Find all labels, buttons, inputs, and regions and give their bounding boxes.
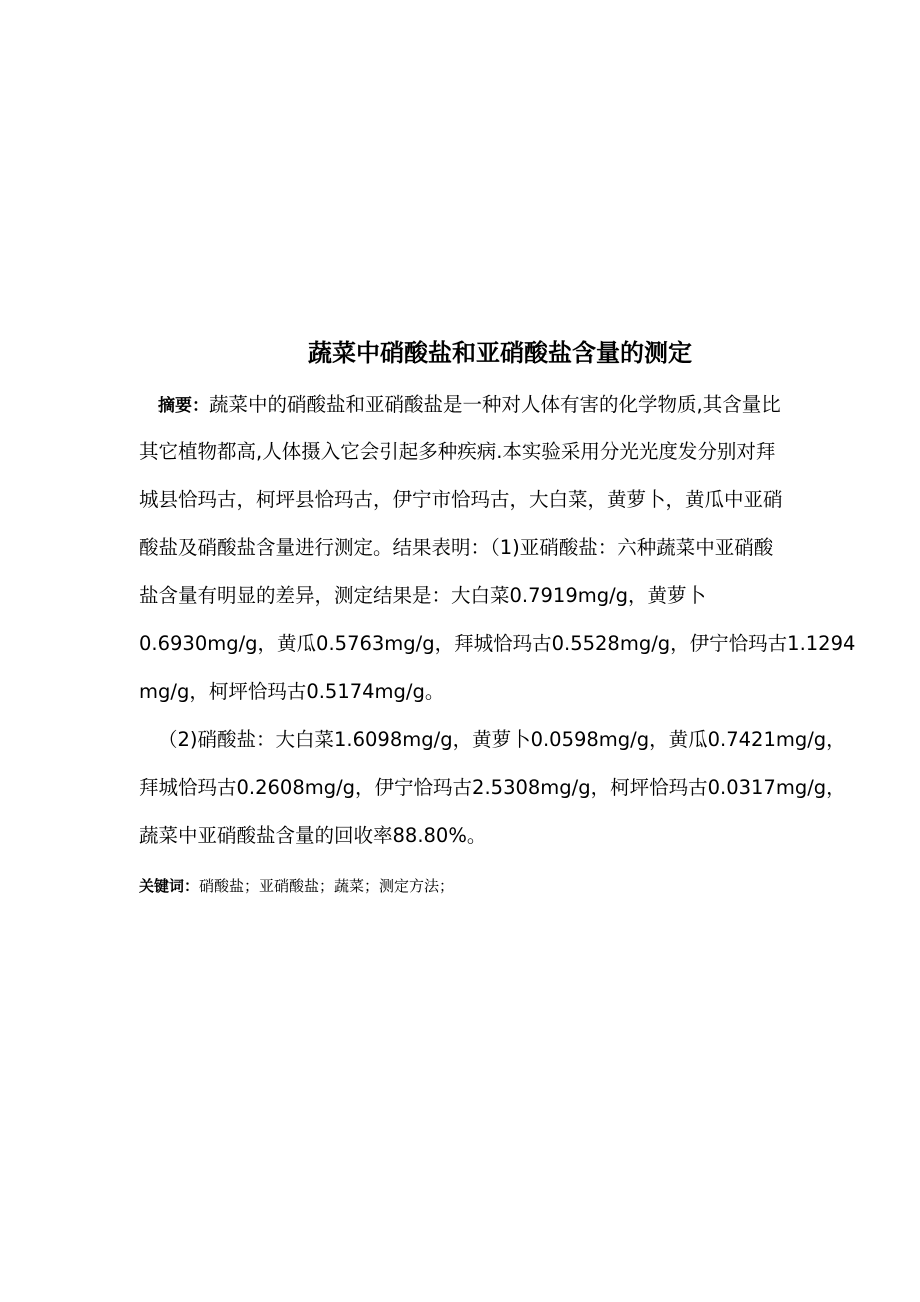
abstract-line-8: （2)硝酸盐：大白菜1.6098mg/g，黄萝卜0.0598mg/g，黄瓜0.7421mg/g， (158, 728, 846, 751)
keywords-text: 硝酸盐；亚硝酸盐；蔬菜；测定方法； (199, 877, 455, 895)
abstract-line-7: mg/g，柯坪恰玛古0.5174mg/g。 (139, 680, 445, 703)
abstract-line-4: 酸盐及硝酸盐含量进行测定。结果表明：（1)亚硝酸盐：六种蔬菜中亚硝酸 (139, 536, 774, 559)
keywords-line (139, 872, 454, 899)
abstract-line-6: 0.6930mg/g，黄瓜0.5763mg/g，拜城恰玛古0.5528mg/g，伊宁恰玛古1.1294 (139, 632, 856, 655)
abstract-line-3: 城县恰玛古，柯坪县恰玛古，伊宁市恰玛古，大白菜，黄萝卜，黄瓜中亚硝 (139, 488, 783, 511)
abstract-text: 蔬菜中的硝酸盐和亚硝酸盐是一种对人体有害的化学物质,其含量比 (209, 393, 781, 416)
abstract-label: 摘要： (158, 396, 209, 416)
page-title: 蔬菜中硝酸盐和亚硝酸盐含量的测定 (308, 339, 692, 367)
abstract-line-9: 拜城恰玛古0.2608mg/g，伊宁恰玛古2.5308mg/g，柯坪恰玛古0.0317mg/g， (139, 776, 846, 799)
abstract-line-1 (158, 392, 781, 419)
abstract-line-2: 其它植物都高,人体摄入它会引起多种疾病.本实验采用分光光度发分别对拜 (139, 440, 776, 463)
abstract-line-5: 盐含量有明显的差异，测定结果是：大白菜0.7919mg/g，黄萝卜 (139, 584, 707, 607)
keywords-label: 关键词： (139, 877, 200, 895)
abstract-line-10: 蔬菜中亚硝酸盐含量的回收率88.80%。 (139, 824, 487, 847)
